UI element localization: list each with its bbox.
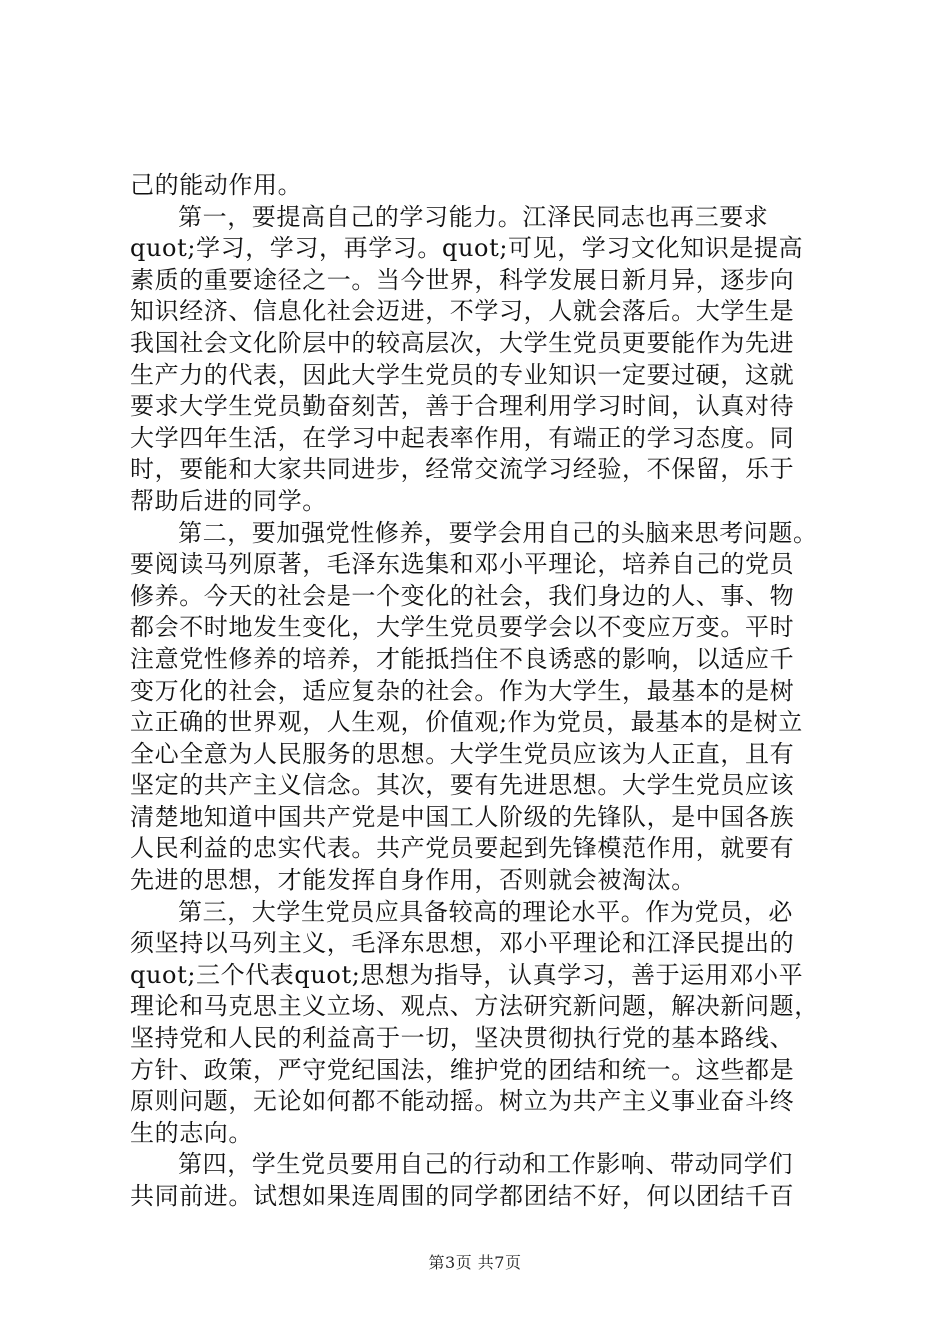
text-line: 时，要能和大家共同进步，经常交流学习经验，不保留，乐于 [130,455,795,484]
text-line: 素质的重要途径之一。当今世界，科学发展日新月异，逐步向 [130,265,795,294]
text-line: 人民利益的忠实代表。共产党员要起到先锋模范作用，就要有 [130,834,795,863]
text-line: 我国社会文化阶层中的较高层次，大学生党员更要能作为先进 [130,328,795,357]
text-line: 要阅读马列原著，毛泽东选集和邓小平理论，培养自己的党员 [130,550,795,579]
text-line: 先进的思想，才能发挥自身作用，否则就会被淘汰。 [130,866,696,895]
text-line: 己的能动作用。 [130,171,303,199]
text-line: 坚定的共产主义信念。其次，要有先进思想。大学生党员应该 [130,771,795,800]
text-line: 理论和马克思主义立场、观点、方法研究新问题，解决新问题， [130,992,819,1021]
text-line: 要求大学生党员勤奋刻苦，善于合理利用学习时间，认真对待 [130,392,795,421]
text-line: 大学四年生活，在学习中起表率作用，有端正的学习态度。同 [130,423,795,452]
text-line: 立正确的世界观，人生观，价值观;作为党员，最基本的是树立 [130,708,803,737]
text-line: 生的志向。 [130,1118,253,1147]
text-line: 帮助后进的同学。 [130,486,327,515]
text-line: 变万化的社会，适应复杂的社会。作为大学生，最基本的是树 [130,676,795,705]
text-line: quot;学习，学习，再学习。quot;可见，学习文化知识是提高 [130,234,804,263]
text-line: 清楚地知道中国共产党是中国工人阶级的先锋队，是中国各族 [130,802,795,831]
text-line: 知识经济、信息化社会迈进，不学习，人就会落后。大学生是 [130,297,795,326]
page-footer: 第3页 共7页 [428,1253,522,1272]
text-line: 第三，大学生党员应具备较高的理论水平。作为党员，必 [178,897,793,926]
text-line: 第一，要提高自己的学习能力。江泽民同志也再三要求 [178,202,769,231]
text-line: 方针、政策，严守党纪国法，维护党的团结和统一。这些都是 [130,1055,795,1084]
text-line: 原则问题，无论如何都不能动摇。树立为共产主义事业奋斗终 [130,1087,795,1116]
text-line: 第四，学生党员要用自己的行动和工作影响、带动同学们 [178,1150,793,1179]
text-line: 修养。今天的社会是一个变化的社会，我们身边的人、事、物 [130,581,795,610]
document-body [130,170,830,1213]
text-line: 须坚持以马列主义，毛泽东思想，邓小平理论和江泽民提出的 [130,929,795,958]
text-line: 全心全意为人民服务的思想。大学生党员应该为人正直，且有 [130,739,795,768]
text-line: 注意党性修养的培养，才能抵挡住不良诱惑的影响，以适应千 [130,644,795,673]
text-line: 共同前进。试想如果连周围的同学都团结不好，何以团结千百 [130,1182,795,1210]
text-line: quot;三个代表quot;思想为指导，认真学习，善于运用邓小平 [130,960,804,989]
text-line: 都会不时地发生变化，大学生党员要学会以不变应万变。平时 [130,613,795,642]
text-line: 第二，要加强党性修养，要学会用自己的头脑来思考问题。 [178,518,818,547]
text-line: 生产力的代表，因此大学生党员的专业知识一定要过硬，这就 [130,360,795,389]
text-line: 坚持党和人民的利益高于一切，坚决贯彻执行党的基本路线、 [130,1024,795,1053]
